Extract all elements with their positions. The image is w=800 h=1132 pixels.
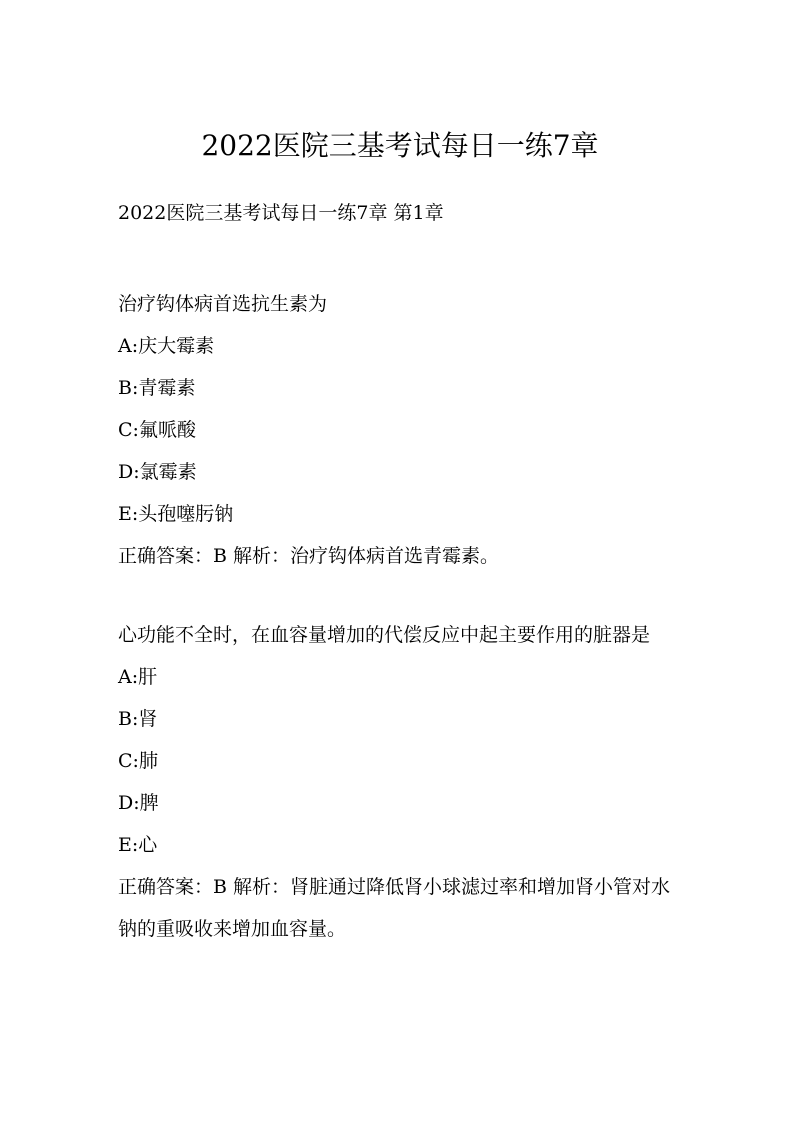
option-e: E:头孢噻肟钠 — [118, 503, 234, 525]
option-c: C:肺 — [118, 750, 158, 772]
option-c: C:氟哌酸 — [118, 419, 196, 441]
answer-explanation: 正确答案：B 解析：肾脏通过降低肾小球滤过率和增加肾小管对水钠的重吸收来增加血容量。 — [118, 876, 671, 940]
chapter-subtitle: 2022医院三基考试每日一练7章 第1章 — [118, 202, 444, 224]
option-e: E:心 — [118, 834, 158, 856]
question-stem: 心功能不全时，在血容量增加的代偿反应中起主要作用的脏器是 — [118, 624, 651, 646]
document-title: 2022医院三基考试每日一练7章 — [201, 129, 599, 162]
question-block — [118, 614, 688, 950]
question-stem: 治疗钩体病首选抗生素为 — [118, 293, 328, 315]
option-d: D:脾 — [118, 792, 159, 814]
option-a: A:肝 — [118, 666, 158, 688]
option-b: B:青霉素 — [118, 377, 196, 399]
answer-explanation: 正确答案：B 解析：治疗钩体病首选青霉素。 — [118, 545, 500, 567]
option-a: A:庆大霉素 — [118, 335, 215, 357]
option-b: B:肾 — [118, 708, 158, 730]
question-block — [118, 283, 688, 577]
option-d: D:氯霉素 — [118, 461, 197, 483]
